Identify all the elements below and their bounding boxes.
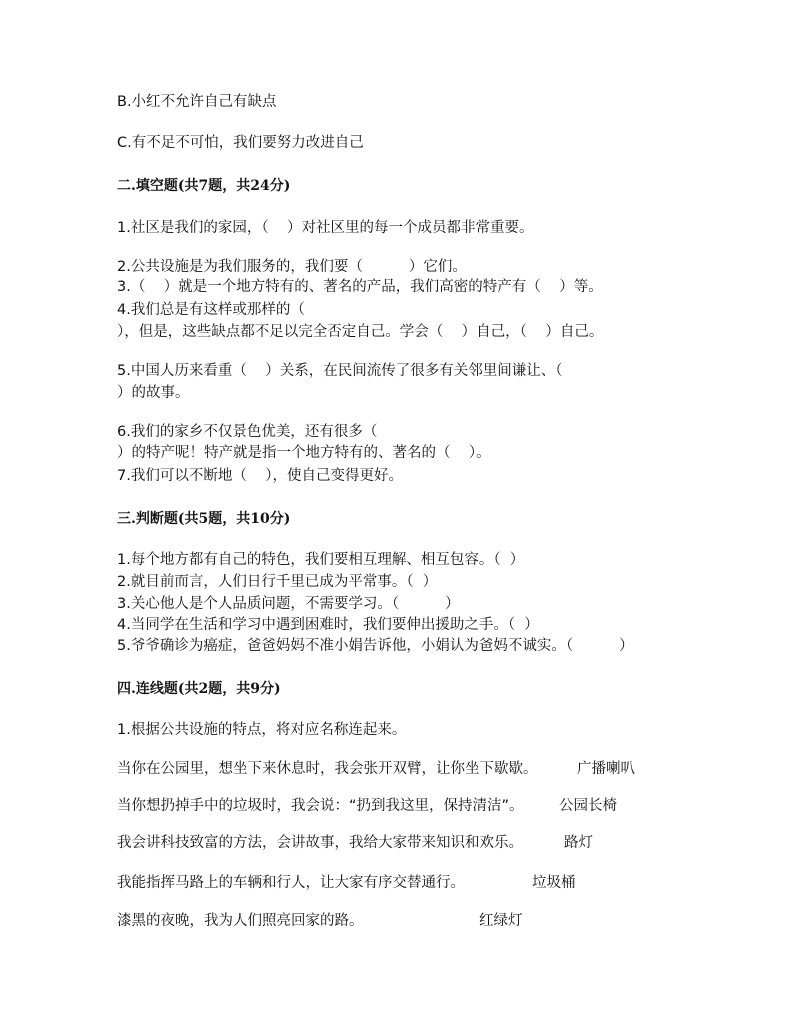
choice-option-b: B.小红不允许自己有缺点 (117, 94, 277, 110)
fill-question-5-line2: ）的故事。 (117, 385, 190, 401)
fill-question-1: 1.社区是我们的家园，（ ）对社区里的每一个成员都非常重要。 (117, 220, 534, 236)
matching-description: 我能指挥马路上的车辆和行人，让大家有序交替通行。 (117, 875, 465, 891)
matching-description: 我会讲科技致富的方法，会讲故事，我给大家带来知识和欢乐。 (117, 835, 523, 851)
matching-facility: 路灯 (564, 835, 593, 851)
matching-facility: 垃圾桶 (532, 875, 576, 891)
judge-question-1: 1.每个地方都有自己的特色，我们要相互理解、相互包容。（ ） (117, 552, 525, 568)
matching-question-1: 1.根据公共设施的特点，将对应名称连起来。 (117, 722, 407, 738)
fill-question-2: 2.公共设施是为我们服务的，我们要（ ）它们。 (117, 259, 467, 275)
choice-option-c: C.有不足不可怕，我们要努力改进自己 (117, 135, 364, 151)
fill-question-6-line1: 6.我们的家乡不仅景色优美，还有很多（ (117, 424, 378, 440)
fill-question-4-line1: 4.我们总是有这样或那样的（ (117, 302, 305, 318)
judge-question-4: 4.当同学在生活和学习中遇到困难时，我们要伸出援助之手。（ ） (117, 617, 539, 633)
judge-question-3: 3.关心他人是个人品质问题，不需要学习。（ ） (117, 596, 460, 612)
section-heading-matching: 四.连线题(共2题，共9分) (117, 681, 281, 697)
section-heading-fill-blank: 二.填空题(共7题，共24分) (117, 178, 291, 194)
matching-facility: 红绿灯 (479, 913, 523, 929)
fill-question-6-line2: ）的特产呢！特产就是指一个地方特有的、著名的（ ）。 (117, 445, 491, 461)
judge-question-5: 5.爷爷确诊为癌症，爸爸妈妈不准小娟告诉他，小娟认为爸妈不诚实。（ ） (117, 638, 634, 654)
matching-description: 当你想扔掉手中的垃圾时，我会说：“扔到我这里，保持清洁”。 (117, 798, 524, 814)
matching-facility: 公园长椅 (559, 798, 617, 814)
matching-facility: 广播喇叭 (577, 761, 635, 777)
matching-row (117, 833, 677, 853)
matching-row (117, 759, 677, 779)
matching-description: 漆黑的夜晚，我为人们照亮回家的路。 (117, 913, 364, 929)
section-heading-true-false: 三.判断题(共5题，共10分) (117, 511, 291, 527)
fill-question-5-line1: 5.中国人历来看重（ ）关系，在民间流传了很多有关邻里间谦让、（ (117, 363, 563, 379)
fill-question-7: 7.我们可以不断地（ ），使自己变得更好。 (117, 468, 404, 484)
matching-row (117, 796, 677, 816)
matching-row (117, 873, 677, 893)
matching-row (117, 911, 677, 931)
judge-question-2: 2.就目前而言，人们日行千里已成为平常事。（ ） (117, 574, 438, 590)
matching-description: 当你在公园里，想坐下来休息时，我会张开双臂，让你坐下歇歇。 (117, 761, 538, 777)
fill-question-4-line2: ），但是，这些缺点都不足以完全否定自己。学会（ ）自己，（ ）自己。 (117, 324, 604, 340)
fill-question-3: 3.（ ）就是一个地方特有的、著名的产品，我们高密的特产有（ ）等。 (117, 279, 603, 295)
